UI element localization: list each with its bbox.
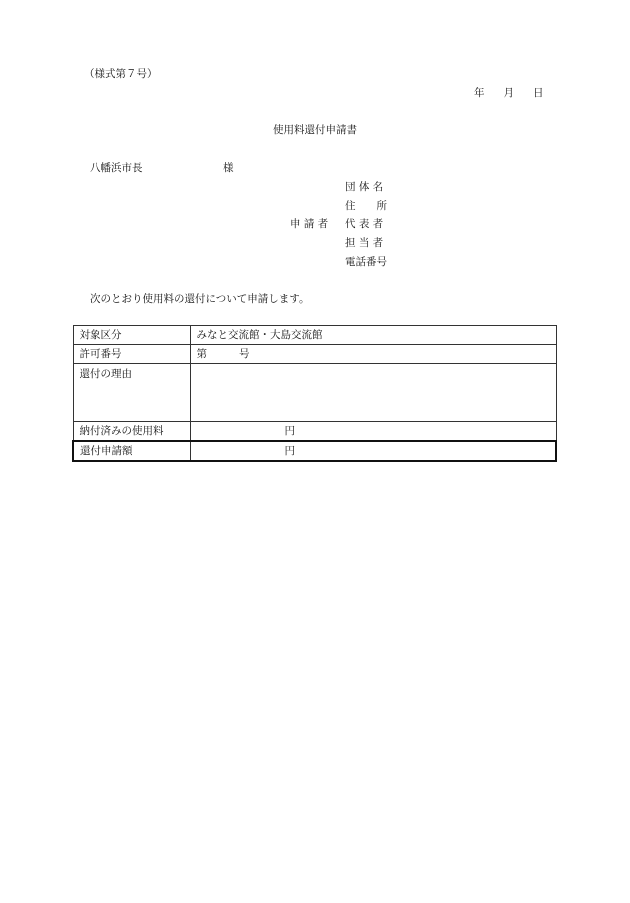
permit-number-field[interactable] [190, 345, 556, 364]
application-table [72, 325, 557, 462]
representative-label: 代 表 者 [345, 218, 384, 230]
date-line [474, 85, 544, 100]
refund-amount-label: 還付申請額 [73, 441, 190, 461]
person-in-charge-label: 担 当 者 [345, 237, 384, 249]
date-day-label: 日 [533, 87, 544, 99]
intro-text: 次のとおり使用料の還付について申請します。 [90, 293, 310, 305]
address-label: 住 所 [345, 200, 387, 212]
refund-amount-field[interactable] [190, 441, 556, 461]
applicant-section-label: 申 請 者 [290, 218, 329, 230]
paid-fee-unit: 円 [284, 425, 295, 437]
date-year-label: 年 [474, 87, 485, 99]
paid-fee-field[interactable] [190, 422, 556, 442]
refund-reason-label: 還付の理由 [73, 364, 190, 422]
form-number: （様式第７号） [84, 68, 158, 80]
addressee-name: 八幡浜市長 [90, 162, 143, 174]
table-row-permit [73, 345, 556, 364]
paid-fee-label: 納付済みの使用料 [73, 422, 190, 442]
group-name-label: 団 体 名 [345, 181, 384, 193]
document-title: 使用料還付申請書 [273, 124, 357, 136]
refund-amount-unit: 円 [284, 445, 295, 457]
permit-number-label: 許可番号 [73, 345, 190, 364]
date-month-label: 月 [503, 87, 514, 99]
refund-reason-field[interactable] [190, 364, 556, 422]
permit-number-suffix: 号 [239, 348, 250, 360]
table-row-paid-fee [73, 422, 556, 442]
target-category-value: みなと交流館・大島交流館 [190, 326, 556, 345]
phone-number-label: 電話番号 [345, 256, 387, 268]
addressee-honorific: 様 [223, 162, 234, 174]
target-category-label: 対象区分 [73, 326, 190, 345]
table-row-target [73, 326, 556, 345]
table-row-reason [73, 364, 556, 422]
table-row-refund-amount [73, 441, 556, 461]
permit-number-prefix: 第 [196, 348, 207, 360]
